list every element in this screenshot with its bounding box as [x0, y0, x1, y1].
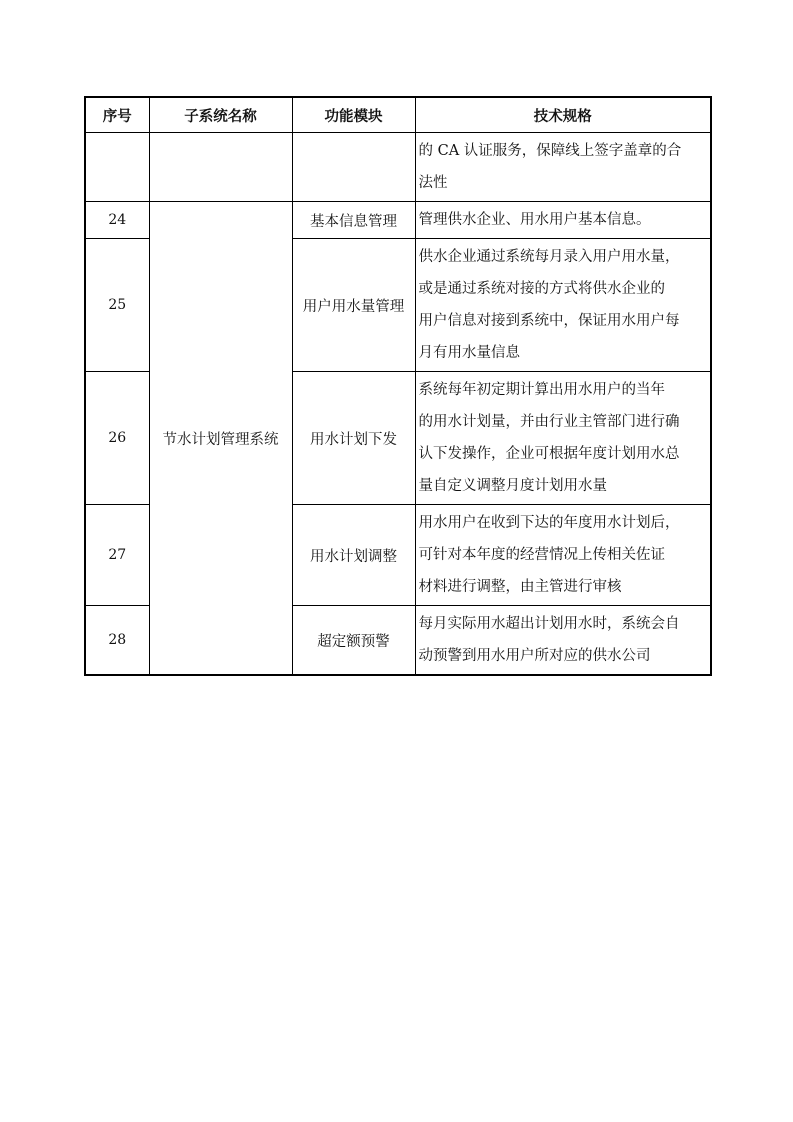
cell-spec [415, 239, 711, 372]
cell-spec [415, 372, 711, 505]
spec-line: 量自定义调整月度计划用水量 [418, 478, 607, 494]
spec-line: 用水用户在收到下达的年度用水计划后， [418, 515, 680, 531]
cell-subsystem [149, 133, 292, 202]
spec-line: 法性 [418, 175, 448, 191]
cell-no: 24 [85, 202, 149, 239]
cell-spec [415, 133, 711, 202]
spec-line: 用户信息对接到系统中，保证用水用户每 [418, 313, 680, 329]
spec-line: 每月实际用水超出计划用水时，系统会自 [418, 616, 680, 632]
header-no: 序号 [85, 97, 149, 133]
spec-line: 动预警到用水用户所对应的供水公司 [418, 648, 651, 664]
spec-line: 月有用水量信息 [418, 345, 520, 361]
header-row [85, 97, 711, 133]
spec-table [84, 96, 712, 676]
cell-subsystem: 节水计划管理系统 [149, 202, 292, 676]
header-spec: 技术规格 [415, 97, 711, 133]
cell-no: 25 [85, 239, 149, 372]
cell-no: 27 [85, 505, 149, 606]
spec-line: 的 CA 认证服务，保障线上签字盖章的合 [418, 143, 682, 159]
cell-module [292, 133, 415, 202]
table-row-continuation [85, 133, 711, 202]
cell-no: 28 [85, 606, 149, 676]
header-subsystem: 子系统名称 [149, 97, 292, 133]
cell-module: 用水计划调整 [292, 505, 415, 606]
spec-line: 材料进行调整，由主管进行审核 [418, 579, 622, 595]
cell-no [85, 133, 149, 202]
cell-module: 用水计划下发 [292, 372, 415, 505]
cell-spec [415, 202, 711, 239]
spec-line: 或是通过系统对接的方式将供水企业的 [418, 281, 665, 297]
cell-spec [415, 606, 711, 676]
cell-module: 用户用水量管理 [292, 239, 415, 372]
cell-spec [415, 505, 711, 606]
spec-line: 供水企业通过系统每月录入用户用水量， [418, 249, 680, 265]
spec-line: 认下发操作，企业可根据年度计划用水总 [418, 446, 680, 462]
table-row [85, 202, 711, 239]
cell-module: 超定额预警 [292, 606, 415, 676]
cell-no: 26 [85, 372, 149, 505]
header-module: 功能模块 [292, 97, 415, 133]
cell-module: 基本信息管理 [292, 202, 415, 239]
spec-line: 可针对本年度的经营情况上传相关佐证 [418, 547, 665, 563]
spec-line: 管理供水企业、用水用户基本信息。 [418, 212, 651, 228]
spec-line: 系统每年初定期计算出用水用户的当年 [418, 382, 665, 398]
spec-line: 的用水计划量，并由行业主管部门进行确 [418, 414, 680, 430]
